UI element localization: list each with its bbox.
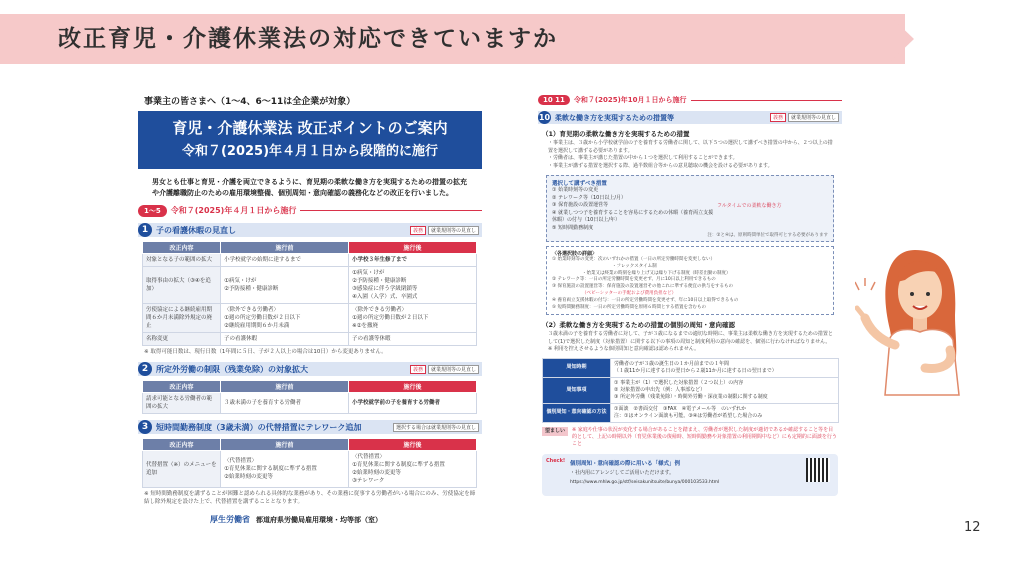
cell-before: ３歳未満の子を養育する労働者 xyxy=(221,393,349,414)
section-3-table xyxy=(142,438,477,488)
left-footer xyxy=(210,514,490,525)
table-row xyxy=(143,254,477,267)
qr-code-icon xyxy=(806,458,830,482)
ministry-logo: 厚生労働省 xyxy=(210,515,250,524)
section-3-title: 短時間勤務制度（3歳未満）の代替措置にテレワーク追加 xyxy=(156,422,362,432)
body-line: ・事業主が講ずる措置を選択する際、過半数組合等からの意見聴取の機会を設ける必要があります。 xyxy=(548,162,773,169)
form-example-footer xyxy=(542,454,838,496)
row-body: ①面談 ②書面交付 ③FAX ④電子メール等 のいずれか 注：①はオンライン面談も可能。③④は労働者が希望した場合のみ xyxy=(611,403,839,422)
subsection-2-title: （2）柔軟な働き方を実現するための措置の個別の周知・意向確認 xyxy=(542,321,736,330)
body-line: ３歳未満の子を養育する労働者に対して、子が３歳になるまでの適切な時期に、事業主は柔軟な働き方を実現するための措置として(1)で選択した制度（対象措置）に関する以下の事項の周知と制度利用の意向の確認を、個別に行わなければなりません。 xyxy=(548,331,833,345)
divider xyxy=(691,100,842,101)
page-number: 12 xyxy=(964,520,981,535)
left-intro: 男女とも仕事と育児・介護を両立できるように、育児期の柔軟な働き方を実現するための措置の拡充や介護離職防止のための雇用環境整備、個別周知・意向確認の義務化などの改正を行いました。 xyxy=(152,178,467,197)
cell-after: 〈代替措置〉 ①育児休業に関する制度に準ずる措置 ②始業時刻の変更等 ③テレワーク xyxy=(349,451,477,488)
required-badge: 義務 xyxy=(770,113,786,122)
cell-item: 対象となる子の範囲の拡大 xyxy=(143,254,221,267)
list-item: ① 始業時刻等の変更：次のいずれかの措置（一日の所定労働時間を変更しない） xyxy=(552,257,715,262)
cell-after: 子の看護等休暇 xyxy=(349,333,477,346)
section-1-header xyxy=(138,223,482,237)
section-3-header xyxy=(138,420,482,434)
notification-table xyxy=(542,358,839,423)
desirable-label: 望ましい xyxy=(542,427,568,436)
right-phase-text: 令和７(2025)年10月１日から施行 xyxy=(573,96,687,104)
cell-item: 代替措置（※）のメニューを追加 xyxy=(143,451,221,488)
table-row xyxy=(143,333,477,346)
section-1-table xyxy=(142,241,477,346)
right-leaflet xyxy=(530,92,850,552)
check-label: Check! xyxy=(546,457,566,464)
body-line: ・事業主は、３歳から小学校就学前の子を養育する労働者に関して、以下５つの選択して講ずべき措置の中から、２つ以上の措置を選択して講ずる必要があります。 xyxy=(548,140,833,154)
left-header xyxy=(138,111,482,169)
left-header-line2: 令和７(2025)年４月１日から段階的に施行 xyxy=(181,144,439,159)
list-item: ② テレワーク等（10日以上/月） xyxy=(552,194,627,201)
subsection-1-body xyxy=(548,140,834,170)
slide-title: 改正育児・介護休業法の対応できていますか xyxy=(58,26,558,52)
right-phase-nums: 10 11 xyxy=(538,95,570,105)
table-row xyxy=(143,267,477,304)
col-before: 施行前 xyxy=(221,242,349,254)
col-after: 施行後 xyxy=(349,439,477,451)
fulltime-label: フルタイムでの柔軟な働き方 xyxy=(717,203,782,209)
body-line: ・労働者は、事業主が講じた措置の中から１つを選択して利用することができます。 xyxy=(548,155,738,161)
left-leaflet xyxy=(130,92,490,552)
rules-badge: 就業規則等の見直し xyxy=(788,113,839,122)
col-item: 改正内容 xyxy=(143,242,221,254)
section-2-table xyxy=(142,380,477,414)
left-header-line1: 育児・介護休業法 改正ポイントのご案内 xyxy=(172,119,448,137)
left-phase-text: 令和７(2025)年４月１日から施行 xyxy=(170,206,297,215)
form-example-sub: ・社内用にアレンジしてご活用いただけます。 xyxy=(570,469,675,476)
list-item: ⑤ 短時間勤務制度：一日の所定労働時間を原則６時間とする措置を含むもの xyxy=(552,304,706,310)
row-head: 個別周知・意向確認の方法 xyxy=(543,403,611,422)
cell-after: 小学校就学前の子を養育する労働者 xyxy=(349,393,477,414)
list-item: ② テレワーク等：一日の所定労働時間を変更せず、月に10日以上利用できるもの xyxy=(552,277,716,283)
row-body: 労働者の子が３歳の誕生日の１か月前までの１年間 （１歳11か月に達する日の翌日から２歳11か月に達する日の翌日まで） xyxy=(611,358,839,377)
section-1-note: ※ 取得可能日数は、現行日数（1年間に５日、子が２人以上の場合は10日）から変更ありません。 xyxy=(144,349,387,355)
section-10-header xyxy=(538,111,842,124)
section-3-note: ※ 短時間勤務制度を講ずることが困難と認められる具体的な業務があり、その業務に従事する労働者がいる場合にのみ、労使協定を締結し除外規定を設けた上で、代替措置を講ずることとなります。 xyxy=(144,491,476,505)
list-item: ④ 就業しつつ子を養育することを容易にするための休暇（養育両立支援休暇）の付与（10日以上/年） xyxy=(552,209,714,223)
details-box xyxy=(546,246,834,315)
measures-box-note: 注：②と④は、原則時間単位で取得可とする必要があります xyxy=(707,233,828,238)
required-badge: 義務 xyxy=(410,365,426,374)
col-item: 改正内容 xyxy=(143,381,221,393)
body-line: ※ 利用を控えさせるような個別周知と意向確認は認められません。 xyxy=(548,346,700,353)
desirable-note xyxy=(542,427,838,448)
required-badge: 義務 xyxy=(410,226,426,235)
list-item: ・フレックスタイム制 xyxy=(612,263,657,269)
section-1-title: 子の看護休暇の見直し xyxy=(156,225,236,235)
rules-badge: 就業規則等の見直し xyxy=(428,226,479,235)
optional-rules-badge: 選択する場合は就業規則等の見直し xyxy=(393,423,479,432)
left-footer-text: 都道府県労働局雇用環境・均等部（室） xyxy=(256,515,382,524)
cell-before: 子の看護休暇 xyxy=(221,333,349,346)
cell-after: 小学校３年生修了まで xyxy=(349,254,477,267)
section-3-number: 3 xyxy=(138,420,152,434)
cell-item: 請求可能となる労働者の範囲の拡大 xyxy=(143,393,221,414)
form-example-url[interactable]: https://www.mhlw.go.jp/stf/seisakunitsuite/bunya/000103533.html xyxy=(570,479,720,485)
rules-badge: 就業規則等の見直し xyxy=(428,365,479,374)
table-row xyxy=(543,358,839,377)
col-before: 施行前 xyxy=(221,381,349,393)
cell-after: 〈除外できる労働者〉 ①週の所定労働日数が２日以下 ※②を撤廃 xyxy=(349,304,477,333)
list-item: ③ 保育施設の設置運営等：保育施設の設置運営その他これに準ずる便宜の供与をするもの xyxy=(552,284,733,290)
cell-before: 〈代替措置〉 ①育児休業に関する制度に準ずる措置 ②始業時刻の変更等 xyxy=(221,451,349,488)
cell-after: ①病気・けが ②予防接種・健康診断 ③感染症に伴う学級閉鎖等 ④入園（入学）式、卒園式 xyxy=(349,267,477,304)
list-item: ④ 養育両立支援休暇の付与：一日の所定労働時間を変更せず、年に10日以上取得できるもの xyxy=(552,297,739,303)
section-10-title: 柔軟な働き方を実現するための措置等 xyxy=(555,113,674,122)
cell-before: 〈除外できる労働者〉 ①週の所定労働日数が２日以下 ②継続雇用期間６か月未満 xyxy=(221,304,349,333)
cell-before: ①病気・けが ②予防接種・健康診断 xyxy=(221,267,349,304)
list-item: ① 始業時刻等の変更 xyxy=(552,187,599,193)
desirable-text: ※ 家庭や仕事の状況が変化する場合があることを踏まえ、労働者が選択した制度が適切であるか確認すること等を目的として、上記の時期以外（育児休業後の復帰時、短時間勤務や対象措置の利用期間中など）にも定期的に面談を行うこと xyxy=(572,426,837,447)
row-head: 周知時期 xyxy=(543,358,611,377)
form-example-title: 個別周知・意向確認の際に用いる「様式」例 xyxy=(570,460,681,467)
table-row xyxy=(143,451,477,488)
section-2-header xyxy=(138,362,482,376)
table-row xyxy=(143,304,477,333)
section-2-number: 2 xyxy=(138,362,152,376)
pointing-woman-illustration xyxy=(855,220,985,430)
list-item: ・始業又は終業の時刻を繰り上げ又は繰り下げる制度（時差出勤の制度） xyxy=(582,270,731,276)
list-item: （ベビーシッターの手配および費用負担など） xyxy=(582,290,677,296)
col-item: 改正内容 xyxy=(143,439,221,451)
divider xyxy=(300,210,482,211)
section-10-number: 10 xyxy=(538,113,551,122)
table-row xyxy=(543,403,839,422)
col-after: 施行後 xyxy=(349,242,477,254)
right-phase-bar xyxy=(538,94,842,106)
cell-before: 小学校就学の始期に達するまで xyxy=(221,254,349,267)
details-box-title: 〈各選択肢の詳細〉 xyxy=(552,251,598,257)
row-body: ① 事業主が（1）で選択した対象措置（２つ以上）の内容 ② 対象措置の申出先（例：人事部など） ③ 所定外労働（残業免除）・時間外労働・深夜業の制限に関する制度 xyxy=(611,377,839,403)
list-item: ③ 保育施設の設置運営等 xyxy=(552,202,609,208)
measures-box-title: 選択して講ずべき措置 xyxy=(552,181,607,187)
subsection-1-title: （1）育児期の柔軟な働き方を実現するための措置 xyxy=(542,130,690,138)
left-top-line: 事業主の皆さまへ（1〜4、6〜11は全企業が対象） xyxy=(144,97,356,107)
left-phase-nums: 1〜5 xyxy=(138,205,167,217)
section-1-number: 1 xyxy=(138,223,152,237)
cell-item: 労使協定による継続雇用期間６か月未満除外規定の廃止 xyxy=(143,304,221,333)
section-2-title: 所定外労働の制限（残業免除）の対象拡大 xyxy=(156,364,308,374)
measures-box xyxy=(546,175,834,242)
col-before: 施行前 xyxy=(221,439,349,451)
list-item: ⑤ 短時間勤務制度 xyxy=(552,224,594,231)
left-phase-bar xyxy=(138,204,482,217)
cell-item: 名称変更 xyxy=(143,333,221,346)
subsection-2-body xyxy=(548,331,834,354)
table-row xyxy=(543,377,839,403)
title-banner-arrow xyxy=(888,14,914,64)
cell-item: 取得事由の拡大（③④を追加） xyxy=(143,267,221,304)
row-head: 周知事項 xyxy=(543,377,611,403)
col-after: 施行後 xyxy=(349,381,477,393)
table-row xyxy=(143,393,477,414)
